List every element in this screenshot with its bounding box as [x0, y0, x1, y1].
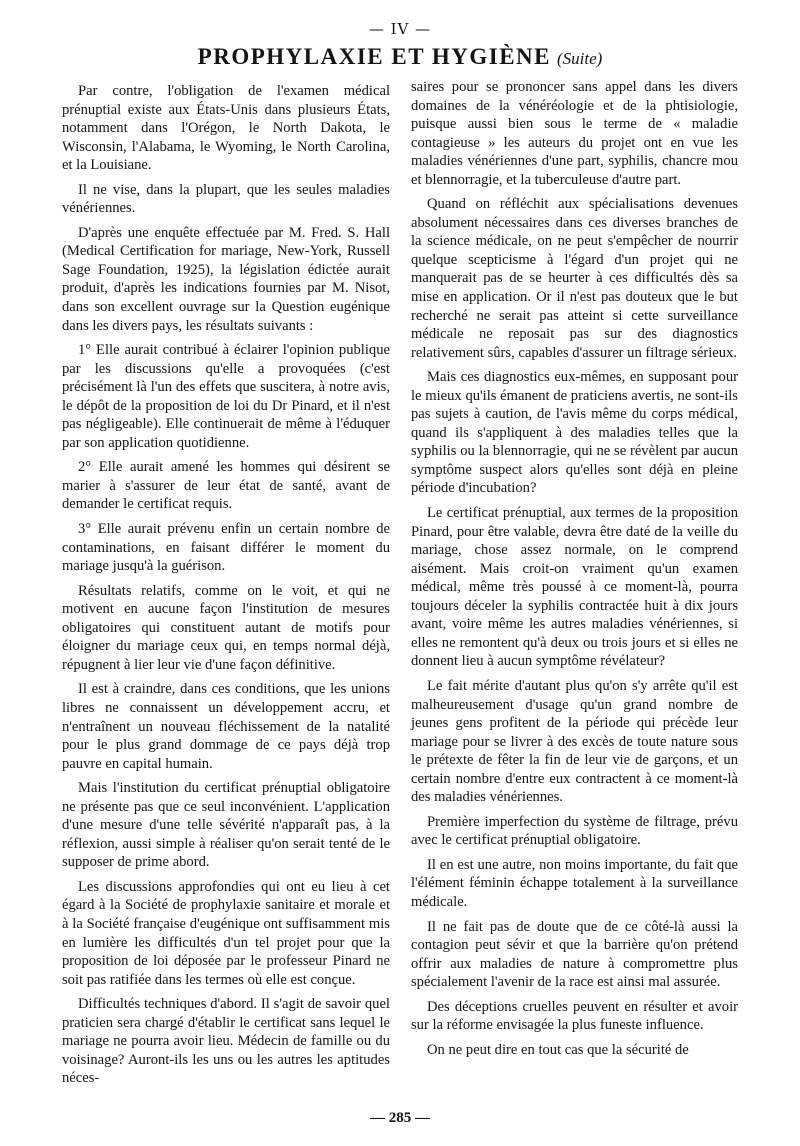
- right-column: [411, 78, 738, 1065]
- paragraph: Résultats relatifs, comme on le voit, et qui ne motivent en aucune façon l'institution de mesures obligatoires qui constituent autant de motifs pour éloigner du mariage ceux qui, en temps normal déjà, répugnent à lier leur vie d'une façon définitive.: [62, 582, 390, 673]
- paragraph: Il ne vise, dans la plupart, que les seules maladies vénériennes.: [62, 181, 390, 217]
- paragraph: Première imperfection du système de filtrage, prévu avec le certificat prénuptial obligatoire.: [411, 813, 738, 849]
- section-title: [0, 44, 800, 70]
- paragraph-continuation: saires pour se prononcer sans appel dans les divers domaines de la vénéréologie et de la phtisiologie, puisque aussi bien sous le terme de « maladie contagieuse » les auteurs du projet ont en vue les maladies vénériennes d'une part, syphilis, chancre mou et blennorragie, et la tuberculeuse d'autre part.: [411, 79, 738, 188]
- paragraph: Par contre, l'obligation de l'examen médical prénuptial existe aux États-Unis dans plusieurs États, notamment dans l'Orégon, le North Dakota, le Wisconsin, l'Alabama, le Wyoming, le North Carolina, et la Louisiane.: [62, 83, 390, 174]
- paragraph: 2° Elle aurait amené les hommes qui désirent se marier à s'assurer de leur état de santé, avant de demander le certificat requis.: [62, 459, 390, 513]
- paragraph: Il ne fait pas de doute que de ce côté-là aussi la contagion peut sévir et que la barrière qu'on prétend offrir aux maladies de nature à compromettre plus spécialement l'avenir de la race est ainsi mal assurée.: [411, 918, 738, 991]
- title-text: PROPHYLAXIE ET HYGIÈNE: [197, 44, 552, 69]
- paragraph: 3° Elle aurait prévenu enfin un certain nombre de contaminations, en faisant différer le moment du mariage jusqu'à la guérison.: [62, 521, 390, 575]
- paragraph: Difficultés techniques d'abord. Il s'agit de savoir quel praticien sera chargé d'établir le certificat sans lequel le mariage ne pourra avoir lieu. Médecin de famille ou du voisinage? Auront-ils les uns ou les autres les aptitudes néces-: [62, 996, 390, 1087]
- paragraph: Des déceptions cruelles peuvent en résulter et avoir sur la réforme envisagée la plus funeste influence.: [411, 998, 738, 1034]
- paragraph: Les discussions approfondies qui ont eu lieu à cet égard à la Société de prophylaxie sanitaire et morale et à la Société française d'eugénique ont suffisamment mis en lumière les difficultés d'un tel projet pour que la proposition de loi déposée par le professeur Pinard ne soit pas ratifiée dans les termes où elle est conçue.: [62, 878, 390, 988]
- title-suite: (Suite): [557, 49, 603, 68]
- paragraph: On ne peut dire en tout cas que la sécurité de: [427, 1041, 689, 1058]
- paragraph: Mais l'institution du certificat prénuptial obligatoire ne présente pas que ce seul inconvénient. L'application d'une mesure d'une telle sévérité n'apparaît pas, à la réflexion, aussi simple à réaliser qu'on serait tenté de le supposer de prime abord.: [62, 780, 390, 871]
- paragraph: Quand on réfléchit aux spécialisations devenues absolument nécessaires dans ces diverses branches de la science médicale, on ne peut s'empêcher de nourrir quelque scepticisme à l'égard d'un projet qui ne manquerait pas de se heurter à ces difficultés dès sa mise en application. Or il n'est pas douteux que le but recherché ne serait pas atteint si cette surveillance médicale ne reposait pas sur des diagnostics relativement sûrs, capables d'assurer un filtrage sérieux.: [411, 196, 738, 361]
- paragraph: D'après une enquête effectuée par M. Fred. S. Hall (Medical Certification for mariage, New-York, Russell Sage Foundation, 1925), la législation édictée aurait produit, d'après les indications fournies par M. Nisot, dans son excellent ouvrage sur la Question eugénique dans les divers pays, les résultats suivants :: [62, 224, 390, 334]
- left-column: [62, 82, 390, 1094]
- page-number: — 285 —: [370, 1110, 430, 1126]
- paragraph: Le certificat prénuptial, aux termes de la proposition Pinard, pour être valable, devra être daté de la veille du mariage, chose assez normale, on le comprend aisément. Mais croit-on vraiment qu'un examen médical, même très poussé à ce moment-là, pourra toujours déceler la syphilis contractée huit à dix jours avant, voire même les autres maladies vénériennes, si elles ne remontent qu'à deux ou trois jours et si elles ne donnent lieu à aucun symptôme révélateur?: [411, 505, 738, 670]
- paragraph: Il en est une autre, non moins importante, du fait que l'élément féminin échappe totalement à la surveillance médicale.: [411, 856, 738, 910]
- paragraph: Mais ces diagnostics eux-mêmes, en supposant pour le mieux qu'ils émanent de praticiens avertis, ne sont-ils pas sujets à caution, de l'avis même du corps médical, quand ils s'appliquent à des maladies telles que la syphilis ou la blennorragie, qui ne se révèlent par aucun symptôme suspect alors qu'elles sont déjà en pleine période d'incubation?: [411, 369, 738, 497]
- roman-page-number: — IV —: [368, 20, 432, 38]
- paragraph: Il est à craindre, dans ces conditions, que les unions libres ne connaissent un développement accru, et n'entraînent un nouveau fléchissement de la natalité pour le plus grand dommage de ce pays déjà trop pauvre en capital humain.: [62, 681, 390, 772]
- paragraph: Le fait mérite d'autant plus qu'on s'y arrête qu'il est malheureusement d'usage qu'un grand nombre de jeunes gens profitent de la période qui précède leur mariage pour se livrer à des excès de toute nature sous le prétexte de fêter la fin de leur vie de garçons, et un certain nombre d'entre eux contractent à ce moment-là des maladies vénériennes.: [411, 677, 738, 806]
- paragraph: 1° Elle aurait contribué à éclairer l'opinion publique par les discussions qu'elle a provoquées (c'est précisément là l'un des effets que suscitera, à notre avis, le dépôt de la proposition de loi du Dr Pinard, et il n'est pas négligeable). Elle continuerait de même à l'éduquer par son application quotidienne.: [62, 342, 390, 451]
